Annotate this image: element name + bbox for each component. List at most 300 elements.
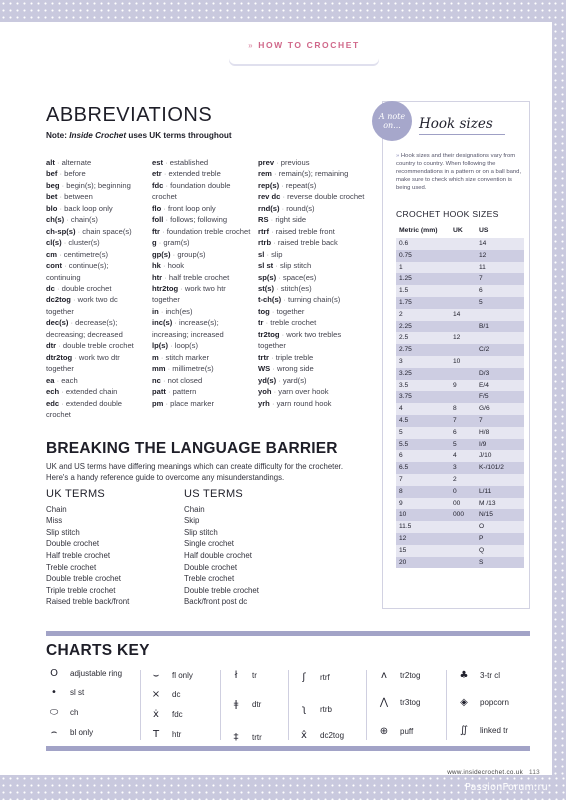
- abbreviation-description: reverse double crochet: [287, 192, 365, 202]
- abbreviation-description: alternate: [61, 158, 92, 167]
- abbreviation-description: half treble crochet: [168, 272, 230, 282]
- abbreviation-code: dtr: [46, 341, 57, 351]
- abbreviation-item: trtr · triple treble: [258, 352, 314, 362]
- us-term: Chain: [184, 504, 205, 514]
- abbreviation-description: yarn over hook: [278, 387, 329, 397]
- puff-icon: ⊕: [379, 726, 389, 737]
- abbreviation-item: bet · between: [46, 192, 93, 202]
- abbreviation-code: t-ch(s): [258, 295, 282, 305]
- abbreviation-code: sp(s): [258, 272, 277, 282]
- hook-table-row: [396, 332, 524, 344]
- metric-cell: 3.25: [399, 369, 412, 377]
- abbreviation-item: ftr · foundation treble crochet: [152, 226, 251, 236]
- abbreviation-code: yrh: [258, 398, 270, 408]
- abbreviation-description: pattern: [172, 387, 197, 397]
- key-separator: [446, 670, 447, 740]
- metric-cell: 1.25: [399, 275, 412, 283]
- hook-table-row: [396, 391, 524, 403]
- us-cell: E/4: [479, 381, 489, 389]
- abbreviation-description: work two dc together: [46, 295, 118, 316]
- metric-cell: 3: [399, 357, 403, 365]
- abbreviation-description: not closed: [167, 375, 203, 385]
- abbreviation-item: edc · extended double crochet: [46, 398, 123, 419]
- abbreviation-code: ch-sp(s): [46, 226, 76, 236]
- abbreviation-item: patt · pattern: [152, 387, 197, 397]
- abbreviation-description: slip: [271, 249, 283, 259]
- hook-table-row: [396, 273, 524, 285]
- abbreviation-code: rtrb: [258, 238, 272, 248]
- us-term: Single crochet: [184, 539, 235, 549]
- us-cell: J/10: [479, 452, 492, 460]
- hook-table-row: [396, 450, 524, 462]
- charts-key-title: CHARTS KEY: [46, 642, 150, 659]
- us-cell: M /13: [479, 499, 496, 507]
- abbreviation-description: slip stitch: [279, 261, 312, 271]
- abbreviation-code: est: [152, 158, 163, 167]
- abbreviation-code: m: [152, 352, 159, 362]
- us-term: Back/front post dc: [184, 597, 248, 607]
- abbreviation-description: chain space(s): [82, 226, 132, 236]
- hook-table-row: [396, 344, 524, 356]
- double-treble-icon: ǂ: [233, 699, 239, 710]
- uk-cell: 9: [453, 381, 457, 389]
- hook-table-row: [396, 439, 524, 451]
- uk-term: Chain: [46, 504, 67, 514]
- uk-term: Miss: [46, 516, 63, 526]
- abbreviation-item: yoh · yarn over hook: [258, 387, 329, 397]
- abbreviation-description: back loop only: [64, 203, 113, 213]
- us-cell: O: [479, 523, 485, 531]
- us-terms-column: [184, 489, 259, 608]
- abbreviation-description: extended chain: [65, 387, 118, 397]
- abbreviation-description: cluster(s): [68, 238, 100, 248]
- hook-table-row: [396, 297, 524, 309]
- double-arrow-icon: »: [248, 41, 255, 50]
- abbreviation-code: st(s): [258, 283, 275, 293]
- back-loop-only-icon: ⌢: [50, 727, 58, 738]
- abbreviation-code: sl st: [258, 261, 274, 271]
- hook-table-row: [396, 262, 524, 274]
- chart-key-label: puff: [400, 727, 414, 736]
- popcorn-icon: ◈: [460, 697, 468, 708]
- abbreviation-description: each: [61, 375, 78, 385]
- abbreviation-description: turning chain(s): [287, 295, 341, 305]
- uk-cell: 00: [453, 499, 461, 507]
- abbreviation-description: yard(s): [282, 375, 307, 385]
- abbreviation-code: alt: [46, 158, 55, 167]
- abbreviation-code: tr2tog: [258, 329, 280, 339]
- uk-cell: 0: [453, 487, 457, 495]
- abbreviation-item: RS · right side: [258, 215, 307, 225]
- abbreviation-code: dc2tog: [46, 295, 71, 305]
- us-cell: 7: [479, 416, 483, 424]
- abbreviation-code: yd(s): [258, 375, 277, 385]
- us-cell: 12: [479, 251, 487, 259]
- metric-cell: 2.25: [399, 322, 412, 330]
- metric-cell: 0.75: [399, 251, 412, 259]
- abbreviation-item: dec(s) · decrease(s); decreasing; decreased: [46, 318, 123, 339]
- hook-table-body: [396, 238, 524, 568]
- abbreviation-item: rtrf · raised treble front: [258, 226, 335, 236]
- hook-table-row: [396, 309, 524, 321]
- raised-treble-back-icon: ʅ: [301, 704, 307, 715]
- abbreviation-item: yrh · yarn round hook: [258, 398, 332, 408]
- foundation-dc-icon: ẋ: [153, 709, 159, 720]
- abbreviation-item: beg · begin(s); beginning: [46, 180, 131, 190]
- uk-cell: 4: [453, 452, 457, 460]
- abbreviation-item: WS · wrong side: [258, 364, 314, 374]
- header-uk: UK: [453, 227, 463, 234]
- hook-table-row: [396, 403, 524, 415]
- uk-terms-column: [46, 489, 129, 608]
- uk-terms-heading: UK TERMS: [46, 488, 106, 500]
- abbreviation-item: rep(s) · repeat(s): [258, 180, 317, 190]
- abbreviation-description: established: [169, 158, 209, 167]
- abbreviation-code: ch(s): [46, 215, 65, 225]
- abbreviation-item: ech · extended chain: [46, 387, 118, 397]
- abbreviation-item: rev dc · reverse double crochet: [258, 192, 365, 202]
- us-term: Slip stitch: [184, 527, 218, 537]
- us-cell: 14: [479, 240, 487, 247]
- abbreviation-code: beg: [46, 180, 60, 190]
- abbreviation-description: repeat(s): [285, 180, 317, 190]
- us-term: Treble crochet: [184, 574, 235, 584]
- uk-cell: 2: [453, 475, 457, 483]
- section-header-tab: [229, 22, 379, 64]
- chart-key-label: bl only: [70, 728, 94, 737]
- language-barrier-intro: UK and US terms have differing meanings which can create difficulty for the crocheter. Here's a handy reference guide to overcome any misunderstandings.: [46, 462, 344, 482]
- abbreviation-item: sl st · slip stitch: [258, 261, 312, 271]
- section-label: HOW TO CROCHET: [258, 40, 360, 50]
- hook-table-title: CROCHET HOOK SIZES: [396, 209, 499, 219]
- us-cell: 6: [479, 287, 483, 295]
- dc2tog-icon: x̂: [301, 730, 307, 741]
- abbreviation-item: fdc · foundation double crochet: [152, 180, 231, 202]
- abbreviation-description: loop(s): [174, 341, 198, 351]
- footer-url[interactable]: www.insidecrochet.co.uk: [447, 769, 524, 776]
- key-separator: [140, 670, 141, 740]
- tr3tog-icon: ⋀: [379, 697, 389, 708]
- abbreviation-description: wrong side: [276, 364, 314, 374]
- metric-cell: 1.75: [399, 298, 412, 306]
- abbreviation-item: est · established: [152, 158, 209, 167]
- us-cell: G/6: [479, 405, 490, 413]
- abbreviation-code: rnd(s): [258, 203, 280, 213]
- abbreviation-description: between: [64, 192, 93, 202]
- abbreviation-code: ech: [46, 387, 60, 397]
- metric-cell: 7: [399, 475, 403, 483]
- metric-cell: 5: [399, 428, 403, 436]
- chart-key-label: tr2tog: [400, 671, 421, 680]
- abbreviation-description: hook: [167, 261, 185, 271]
- abbreviation-description: before: [64, 169, 86, 179]
- metric-cell: 9: [399, 499, 403, 507]
- abbreviation-code: g: [152, 238, 157, 248]
- hook-table-row: [396, 474, 524, 486]
- abbreviation-description: increase(s); increasing; increased: [152, 318, 224, 339]
- language-barrier-title: BREAKING THE LANGUAGE BARRIER: [46, 440, 338, 457]
- abbreviation-code: rtrf: [258, 226, 269, 236]
- key-separator: [220, 670, 221, 740]
- us-cell: S: [479, 558, 484, 566]
- abbreviation-item: htr · half treble crochet: [152, 272, 230, 282]
- uk-term: Raised treble back/front: [46, 597, 130, 607]
- abbreviation-description: chain(s): [70, 215, 98, 225]
- abbreviation-description: round(s): [286, 203, 315, 213]
- metric-cell: 6.5: [399, 464, 409, 472]
- charts-bottom-rule: [46, 746, 530, 751]
- abbreviation-item: ch-sp(s) · chain space(s): [46, 226, 132, 236]
- abbreviation-description: work two trebles together: [258, 329, 342, 351]
- abbreviation-item: mm · millimetre(s): [152, 364, 214, 374]
- abbreviation-item: dtr2tog · work two dtr together: [46, 352, 120, 374]
- abbreviation-code: foll: [152, 215, 164, 225]
- us-cell: F/5: [479, 393, 489, 401]
- front-loop-only-icon: ⌣: [152, 670, 160, 681]
- abbreviation-description: yarn round hook: [276, 398, 332, 408]
- double-crochet-icon: ×: [151, 689, 161, 700]
- a-note-on-badge: A note on...: [372, 101, 412, 141]
- abbreviation-item: t-ch(s) · turning chain(s): [258, 295, 341, 305]
- uk-cell: 000: [453, 511, 465, 519]
- raised-treble-front-icon: ʃ: [302, 672, 306, 683]
- metric-cell: 8: [399, 487, 403, 495]
- us-cell: Q: [479, 546, 485, 554]
- metric-cell: 2.5: [399, 334, 409, 342]
- tr2tog-icon: ʌ: [381, 670, 387, 681]
- header-us: US: [479, 227, 489, 234]
- abbreviation-code: tr: [258, 318, 264, 328]
- abbreviation-code: lp(s): [152, 341, 169, 351]
- abbreviation-code: in: [152, 306, 159, 316]
- abbreviation-description: together: [276, 306, 305, 316]
- abbreviation-code: ea: [46, 375, 55, 385]
- us-term: Half double crochet: [184, 550, 252, 560]
- key-separator: [366, 670, 367, 740]
- abbreviation-description: front loop only: [168, 203, 216, 213]
- abbreviation-code: patt: [152, 387, 166, 397]
- abbreviation-item: yd(s) · yard(s): [258, 375, 307, 385]
- abbreviation-item: ch(s) · chain(s): [46, 215, 98, 225]
- abbreviation-item: sl · slip: [258, 249, 283, 259]
- abbreviation-description: raised treble back: [277, 238, 338, 248]
- chart-key-label: dtr: [252, 700, 262, 709]
- chart-key-label: trtr: [252, 733, 262, 742]
- top-dotted-border: [0, 0, 566, 22]
- abbreviations-title: ABBREVIATIONS: [46, 104, 213, 126]
- us-cell: H/8: [479, 428, 490, 436]
- chart-key-label: rtrb: [320, 705, 332, 714]
- chart-key-label: rtrf: [320, 673, 330, 682]
- metric-cell: 1.5: [399, 287, 409, 295]
- abbreviation-item: bef · before: [46, 169, 86, 179]
- abbreviation-description: centimetre(s): [63, 249, 109, 259]
- us-cell: P: [479, 534, 484, 542]
- abbreviation-description: group(s): [177, 249, 206, 259]
- abbreviation-code: inc(s): [152, 318, 173, 328]
- chart-key-label: dc2tog: [320, 731, 345, 740]
- abbreviations-note: Note: Inside Crochet uses UK terms throughout: [46, 131, 232, 140]
- abbreviation-item: in · inch(es): [152, 306, 193, 316]
- abbreviation-description: raised treble front: [275, 226, 335, 236]
- abbreviation-code: sl: [258, 249, 265, 259]
- abbreviation-item: dc · double crochet: [46, 283, 112, 293]
- hook-table-row: [396, 545, 524, 557]
- uk-term: Double treble crochet: [46, 574, 122, 584]
- abbreviation-item: tog · together: [258, 306, 305, 316]
- uk-cell: 12: [453, 334, 461, 342]
- abbreviation-description: work two dtr together: [46, 352, 120, 374]
- abbreviation-item: tr · treble crochet: [258, 318, 317, 328]
- right-dotted-border: [552, 0, 566, 800]
- abbreviation-item: rem · remain(s); remaining: [258, 169, 349, 179]
- us-term: Skip: [184, 516, 200, 526]
- chart-key-label: linked tr: [480, 726, 509, 735]
- abbreviation-item: htr2tog · work two htr together: [152, 283, 226, 305]
- three-tr-cluster-icon: ♣: [459, 670, 469, 681]
- abbreviation-description: work two htr together: [152, 283, 226, 305]
- metric-cell: 15: [399, 546, 407, 554]
- metric-cell: 11.5: [399, 523, 412, 531]
- us-cell: I/9: [479, 440, 487, 448]
- abbreviation-code: blo: [46, 203, 58, 213]
- abbreviation-item: st(s) · stitch(es): [258, 283, 312, 293]
- hook-title-underline: [419, 134, 505, 135]
- abbreviation-description: right side: [275, 215, 307, 225]
- abbreviation-code: mm: [152, 364, 166, 374]
- hook-table-row: [396, 415, 524, 427]
- metric-cell: 4: [399, 405, 403, 413]
- triple-treble-icon: ‡: [233, 732, 239, 743]
- us-terms-heading: US TERMS: [184, 488, 244, 500]
- hook-table-row: [396, 509, 524, 521]
- uk-cell: 3: [453, 464, 457, 472]
- us-cell: K-/101/2: [479, 464, 504, 472]
- abbreviation-description: foundation treble crochet: [166, 226, 251, 236]
- uk-term: Triple treble crochet: [46, 585, 116, 595]
- chart-key-label: dc: [172, 690, 181, 699]
- abbreviation-code: dtr2tog: [46, 352, 73, 362]
- abbreviation-code: bef: [46, 169, 58, 179]
- hook-table-row: [396, 533, 524, 545]
- abbreviation-code: cl(s): [46, 238, 62, 248]
- us-term: Double crochet: [184, 562, 238, 572]
- abbreviation-item: inc(s) · increase(s); increasing; increased: [152, 318, 224, 339]
- uk-cell: 10: [453, 357, 461, 365]
- page-footer: [447, 769, 540, 776]
- hook-table-row: [396, 521, 524, 533]
- chart-key-label: 3-tr cl: [480, 671, 500, 680]
- uk-term: Slip stitch: [46, 527, 80, 537]
- chart-key-label: sl st: [70, 688, 85, 697]
- chart-key-label: tr3tog: [400, 698, 421, 707]
- abbreviation-code: hk: [152, 261, 161, 271]
- abbreviation-description: continue(s); continuing: [46, 261, 109, 282]
- uk-term: Treble crochet: [46, 562, 97, 572]
- abbreviation-code: prev: [258, 158, 275, 167]
- abbreviation-item: lp(s) · loop(s): [152, 341, 198, 351]
- hook-table-row: [396, 427, 524, 439]
- uk-cell: 5: [453, 440, 457, 448]
- abbreviation-code: flo: [152, 203, 162, 213]
- page-number: 113: [529, 769, 540, 776]
- metric-cell: 6: [399, 452, 403, 460]
- abbreviation-code: yoh: [258, 387, 272, 397]
- metric-cell: 2.75: [399, 346, 412, 354]
- abbreviation-code: cont: [46, 261, 63, 271]
- double-arrow-icon: »: [396, 153, 400, 159]
- abbreviation-item: dc2tog · work two dc together: [46, 295, 118, 316]
- chart-key-label: popcorn: [480, 698, 509, 707]
- abbreviation-code: bet: [46, 192, 58, 202]
- abbreviation-description: foundation double crochet: [152, 180, 231, 202]
- chart-key-label: adjustable ring: [70, 669, 123, 678]
- abbreviation-item: etr · extended treble: [152, 169, 221, 179]
- hook-table-row: [396, 462, 524, 474]
- charts-divider: [46, 631, 530, 636]
- abbreviation-description: treble crochet: [270, 318, 317, 328]
- abbreviation-code: rem: [258, 169, 272, 179]
- abbreviation-code: dec(s): [46, 318, 69, 328]
- hook-table-row: [396, 486, 524, 498]
- abbreviation-description: gram(s): [163, 238, 190, 248]
- abbreviation-code: cm: [46, 249, 57, 259]
- abbreviation-item: sp(s) · space(es): [258, 272, 317, 282]
- abbreviation-item: flo · front loop only: [152, 203, 216, 213]
- metric-cell: 2: [399, 310, 403, 318]
- abbreviation-description: remain(s); remaining: [278, 169, 349, 179]
- uk-cell: 7: [453, 416, 457, 424]
- abbreviation-code: pm: [152, 398, 164, 408]
- abbreviation-code: tog: [258, 306, 270, 316]
- uk-cell: 8: [453, 405, 457, 413]
- key-separator: [288, 670, 289, 740]
- chart-key-label: fdc: [172, 710, 183, 719]
- abbreviation-item: cl(s) · cluster(s): [46, 238, 100, 248]
- abbreviation-code: htr2tog: [152, 283, 179, 293]
- us-cell: B/1: [479, 322, 489, 330]
- metric-cell: 10: [399, 511, 407, 519]
- abbreviation-code: trtr: [258, 352, 269, 362]
- chart-key-label: tr: [252, 671, 257, 680]
- hook-sizes-intro: » Hook sizes and their designations vary from country to country. When following the recommendations in a pattern or on a ball band, make sure to check which size convention is being used.: [396, 153, 522, 191]
- abbreviation-item: pm · place marker: [152, 398, 215, 408]
- hook-table-row: [396, 321, 524, 333]
- slip-stitch-icon: •: [51, 687, 57, 698]
- abbreviation-item: tr2tog · work two trebles together: [258, 329, 342, 351]
- us-cell: 5: [479, 298, 483, 306]
- uk-cell: 14: [453, 310, 461, 318]
- abbreviation-code: WS: [258, 364, 271, 374]
- abbreviation-description: extended double crochet: [46, 398, 123, 419]
- abbreviation-description: extended treble: [168, 169, 221, 179]
- abbreviations-column-1: [46, 157, 144, 420]
- uk-cell: 6: [453, 428, 457, 436]
- abbreviation-code: rep(s): [258, 180, 280, 190]
- us-cell: 7: [479, 275, 483, 283]
- metric-cell: 12: [399, 534, 407, 542]
- abbreviations-column-2: [152, 157, 252, 409]
- abbreviation-code: etr: [152, 169, 162, 179]
- us-cell: L/11: [479, 487, 492, 495]
- abbreviation-description: stitch(es): [280, 283, 312, 293]
- uk-term: Half treble crochet: [46, 550, 111, 560]
- abbreviation-item: m · stitch marker: [152, 352, 209, 362]
- us-term: Double treble crochet: [184, 585, 260, 595]
- chart-key-label: fl only: [172, 671, 193, 680]
- linked-treble-icon: ∬: [460, 725, 468, 736]
- abbreviation-item: cm · centimetre(s): [46, 249, 109, 259]
